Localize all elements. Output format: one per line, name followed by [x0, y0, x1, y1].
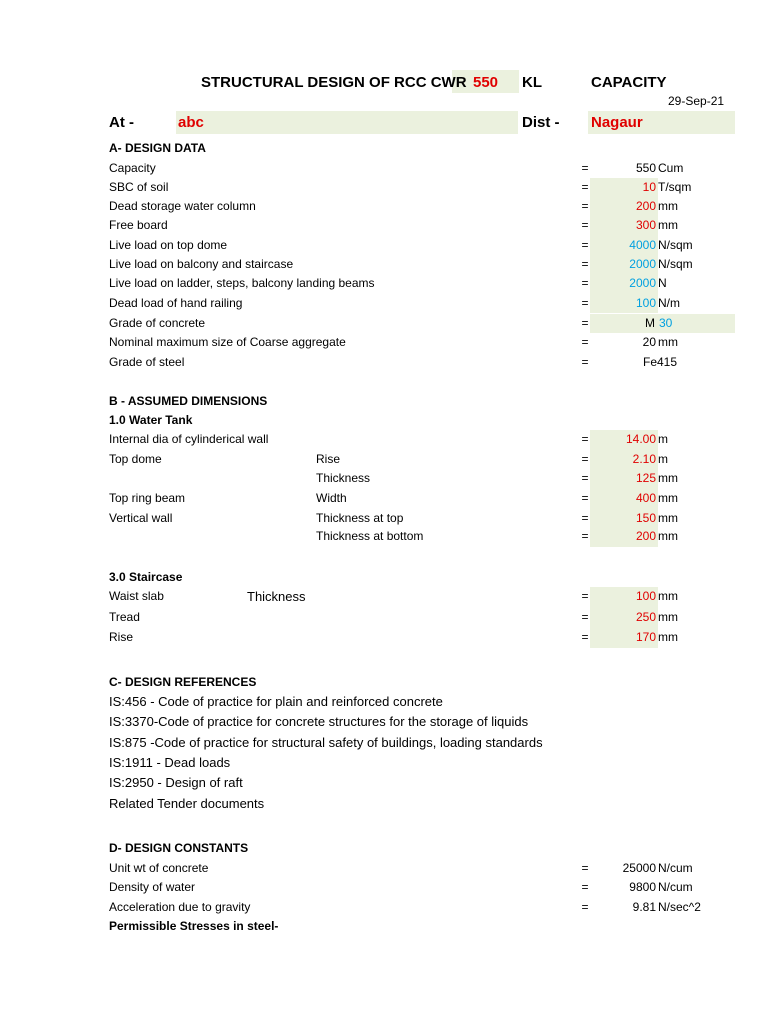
design-row-concrete-grade — [0, 314, 768, 333]
row-sublabel: Thickness at top — [316, 511, 404, 525]
design-row-capacity — [0, 159, 768, 178]
design-row-free-board — [0, 216, 768, 235]
row-label: Nominal maximum size of Coarse aggregate — [109, 335, 346, 349]
row-label: Rise — [109, 630, 134, 644]
row-value: 200 — [635, 199, 656, 213]
row-sublabel: Thickness — [247, 589, 306, 604]
staircase-heading: 3.0 Staircase — [109, 570, 183, 584]
row-label: Dead storage water column — [109, 199, 256, 213]
dim-row-wall-bottom — [0, 527, 768, 546]
equals-sign: = — [581, 471, 589, 485]
row-value: 10 — [642, 180, 656, 194]
row-unit: N/cum — [658, 861, 693, 875]
row-unit: mm — [658, 471, 678, 485]
capacity-value: 550 — [472, 74, 499, 91]
capacity-unit: KL — [522, 74, 542, 91]
dim-row-internal-dia — [0, 430, 768, 449]
equals-sign: = — [581, 335, 589, 349]
row-sublabel: Thickness at bottom — [316, 529, 424, 543]
row-sublabel: Thickness — [316, 471, 371, 485]
capacity-label: CAPACITY — [591, 74, 667, 91]
design-row-hand-railing — [0, 294, 768, 313]
row-label: Dead load of hand railing — [109, 296, 243, 310]
row-label: Waist slab — [109, 589, 164, 603]
equals-sign: = — [581, 610, 589, 624]
document-date: 29-Sep-21 — [668, 94, 725, 108]
dim-row-ring-beam — [0, 489, 768, 508]
row-unit: T/sqm — [658, 180, 692, 194]
section-a-heading: A- DESIGN DATA — [109, 141, 206, 155]
equals-sign: = — [581, 238, 589, 252]
location-input-cell[interactable] — [176, 111, 518, 134]
row-unit: Cum — [658, 161, 684, 175]
row-label: Density of water — [109, 880, 196, 894]
equals-sign: = — [581, 529, 589, 543]
equals-sign: = — [581, 491, 589, 505]
stair-row-waist-slab — [0, 587, 768, 606]
reference-item: IS:2950 - Design of raft — [109, 775, 243, 790]
row-value: 20 — [642, 335, 656, 349]
row-value: 100 — [635, 589, 656, 603]
row-value: 550 — [635, 161, 656, 175]
row-unit: mm — [658, 491, 678, 505]
const-row-gravity — [0, 898, 768, 917]
design-row-live-load-balcony — [0, 255, 768, 274]
reference-item: IS:875 -Code of practice for structural safety of buildings, loading standards — [109, 735, 543, 750]
row-sublabel: Width — [316, 491, 347, 505]
row-unit: m — [658, 452, 668, 466]
row-value: 9800 — [629, 880, 656, 894]
equals-sign: = — [581, 452, 589, 466]
at-label: At - — [109, 114, 134, 131]
row-label: Unit wt of concrete — [109, 861, 209, 875]
dim-row-dome-thickness — [0, 469, 768, 488]
equals-sign: = — [581, 900, 589, 914]
row-label: Top dome — [109, 452, 162, 466]
row-label: Internal dia of cylinderical wall — [109, 432, 269, 446]
equals-sign: = — [581, 257, 589, 271]
row-unit: mm — [658, 199, 678, 213]
document-title: STRUCTURAL DESIGN OF RCC CWR — [201, 74, 467, 91]
row-value: 250 — [635, 610, 656, 624]
section-b-heading: B - ASSUMED DIMENSIONS — [109, 394, 268, 408]
row-label: Tread — [109, 610, 140, 624]
row-unit: N/sec^2 — [658, 900, 701, 914]
row-label: Live load on top dome — [109, 238, 228, 252]
dim-row-dome-rise — [0, 450, 768, 469]
row-value: 170 — [635, 630, 656, 644]
row-value: 9.81 — [632, 900, 656, 914]
reference-item: IS:456 - Code of practice for plain and reinforced concrete — [109, 694, 443, 709]
row-label: Vertical wall — [109, 511, 173, 525]
design-row-aggregate — [0, 333, 768, 352]
row-value: 25000 — [622, 861, 656, 875]
water-tank-heading: 1.0 Water Tank — [109, 413, 193, 427]
row-label: Live load on ladder, steps, balcony landing beams — [109, 276, 375, 290]
equals-sign: = — [581, 589, 589, 603]
reference-item: Related Tender documents — [109, 796, 265, 811]
stair-row-tread — [0, 608, 768, 627]
equals-sign: = — [581, 180, 589, 194]
design-row-steel-grade — [0, 353, 768, 372]
concrete-grade-value: 30 — [659, 316, 673, 330]
row-value: 125 — [635, 471, 656, 485]
row-unit: N/m — [658, 296, 680, 310]
reference-item: IS:1911 - Dead loads — [109, 755, 231, 770]
equals-sign: = — [581, 432, 589, 446]
reference-item: IS:3370-Code of practice for concrete structures for the storage of liquids — [109, 714, 529, 729]
equals-sign: = — [581, 355, 589, 369]
row-value: Fe415 — [643, 355, 678, 369]
row-unit: mm — [658, 610, 678, 624]
equals-sign: = — [581, 630, 589, 644]
row-unit: N — [658, 276, 667, 290]
equals-sign: = — [581, 199, 589, 213]
row-value: 200 — [635, 529, 656, 543]
row-value: 100 — [635, 296, 656, 310]
row-value: 2000 — [629, 276, 656, 290]
permissible-stresses-heading: Permissible Stresses in steel- — [109, 919, 279, 933]
row-value: 300 — [635, 218, 656, 232]
dist-label: Dist - — [522, 114, 560, 131]
row-unit: N/sqm — [658, 257, 693, 271]
row-unit: N/cum — [658, 880, 693, 894]
row-unit: mm — [658, 630, 678, 644]
row-label: Grade of steel — [109, 355, 185, 369]
equals-sign: = — [581, 276, 589, 290]
equals-sign: = — [581, 861, 589, 875]
row-label: Acceleration due to gravity — [109, 900, 251, 914]
row-unit: mm — [658, 589, 678, 603]
row-value: 2.10 — [632, 452, 656, 466]
row-value: 400 — [635, 491, 656, 505]
row-label: Top ring beam — [109, 491, 186, 505]
dim-row-wall-top — [0, 509, 768, 528]
row-unit: mm — [658, 218, 678, 232]
design-row-live-load-dome — [0, 236, 768, 255]
section-c-heading: C- DESIGN REFERENCES — [109, 675, 257, 689]
row-label: SBC of soil — [109, 180, 169, 194]
row-label: Live load on balcony and staircase — [109, 257, 294, 271]
design-row-live-load-ladder — [0, 274, 768, 293]
row-value: 2000 — [629, 257, 656, 271]
row-unit: mm — [658, 335, 678, 349]
equals-sign: = — [581, 511, 589, 525]
const-row-concrete-weight — [0, 859, 768, 878]
district-value: Nagaur — [591, 114, 643, 131]
row-value: 14.00 — [625, 432, 656, 446]
row-label: Free board — [109, 218, 168, 232]
row-unit: mm — [658, 529, 678, 543]
const-row-water-density — [0, 878, 768, 897]
row-unit: m — [658, 432, 668, 446]
equals-sign: = — [581, 296, 589, 310]
row-sublabel: Rise — [316, 452, 341, 466]
concrete-grade-prefix: M — [645, 316, 655, 330]
stair-row-rise — [0, 628, 768, 647]
row-unit: N/sqm — [658, 238, 693, 252]
section-d-heading: D- DESIGN CONSTANTS — [109, 841, 249, 855]
row-label: Grade of concrete — [109, 316, 206, 330]
design-row-dead-storage — [0, 197, 768, 216]
design-row-sbc — [0, 178, 768, 197]
equals-sign: = — [581, 161, 589, 175]
equals-sign: = — [581, 880, 589, 894]
equals-sign: = — [581, 316, 589, 330]
equals-sign: = — [581, 218, 589, 232]
row-unit: mm — [658, 511, 678, 525]
location-value: abc — [178, 114, 204, 131]
row-value: 150 — [635, 511, 656, 525]
row-label: Capacity — [109, 161, 156, 175]
row-value: 4000 — [629, 238, 656, 252]
